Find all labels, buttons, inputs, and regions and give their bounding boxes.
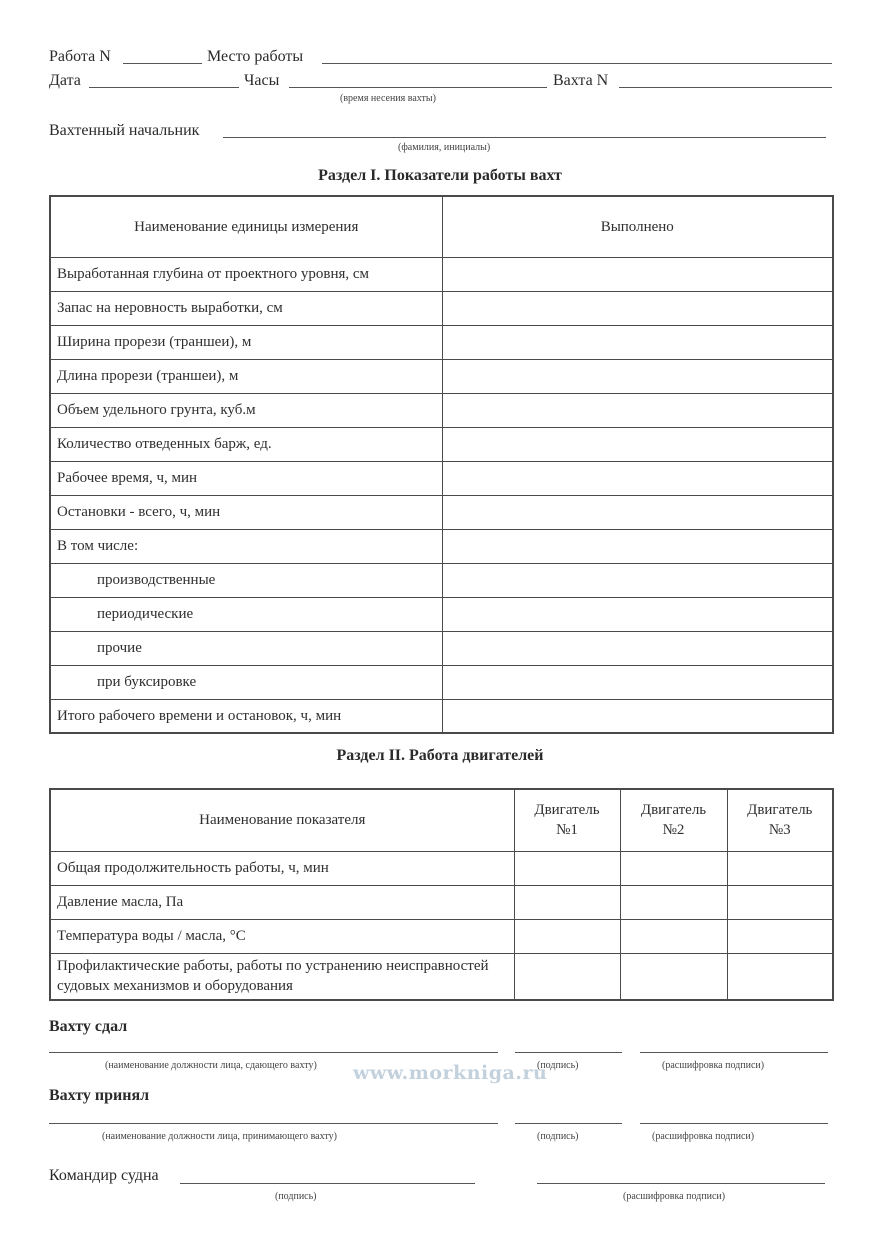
commander-signature-hint: (подпись): [275, 1191, 317, 1202]
gave-position-field[interactable]: [49, 1052, 498, 1053]
row-label: Длина прорези (траншеи), м: [50, 359, 442, 393]
row-label: производственные: [50, 563, 442, 597]
engine1-cell[interactable]: [514, 885, 620, 919]
row-value-cell[interactable]: [442, 257, 833, 291]
row-label: Запас на неровность выработки, см: [50, 291, 442, 325]
commander-label: Командир судна: [49, 1167, 159, 1184]
table-row: [50, 953, 833, 1000]
engine2-cell[interactable]: [620, 919, 727, 953]
received-position-hint: (наименование должности лица, принимающего вахту): [102, 1131, 337, 1142]
watch-gave-label: Вахту сдал: [49, 1018, 128, 1035]
section2-col-name: Наименование показателя: [50, 789, 514, 851]
gave-signature-decode-field[interactable]: [640, 1052, 828, 1053]
section2-col-engine3: [727, 789, 833, 851]
table-row: [50, 597, 833, 631]
section1-header-row: [50, 196, 833, 257]
row-label: Давление масла, Па: [50, 885, 514, 919]
table-row: [50, 919, 833, 953]
section1-table: [49, 195, 834, 734]
engine3-number: №3: [768, 822, 791, 839]
received-signature-field[interactable]: [515, 1123, 622, 1124]
table-row: [50, 631, 833, 665]
row-label: Количество отведенных барж, ед.: [50, 427, 442, 461]
engine2-cell[interactable]: [620, 885, 727, 919]
row-label: при буксировке: [50, 665, 442, 699]
table-row: [50, 529, 833, 563]
engine1-cell[interactable]: [514, 919, 620, 953]
engine2-cell[interactable]: [620, 953, 727, 1000]
received-signature-decode-hint: (расшифровка подписи): [652, 1131, 755, 1142]
workplace-field[interactable]: [322, 63, 832, 64]
engine2-label: Двигатель: [640, 802, 707, 819]
section2-col-engine1: [514, 789, 620, 851]
section2-header-row: [50, 789, 833, 851]
table-row: [50, 563, 833, 597]
hours-field[interactable]: [289, 87, 547, 88]
engine3-cell[interactable]: [727, 885, 833, 919]
engine3-cell[interactable]: [727, 953, 833, 1000]
watch-no-field[interactable]: [619, 87, 832, 88]
received-signature-decode-field[interactable]: [640, 1123, 828, 1124]
commander-signature-field[interactable]: [180, 1183, 475, 1184]
row-value-cell[interactable]: [442, 427, 833, 461]
row-label: Объем удельного грунта, куб.м: [50, 393, 442, 427]
date-label: Дата: [49, 72, 81, 89]
table-row: [50, 325, 833, 359]
work-no-label: Работа N: [49, 48, 111, 65]
engine3-cell[interactable]: [727, 919, 833, 953]
workplace-label: Место работы: [207, 48, 304, 65]
watch-chief-field[interactable]: [223, 137, 826, 138]
row-label: Температура воды / масла, °С: [50, 919, 514, 953]
row-label: Остановки - всего, ч, мин: [50, 495, 442, 529]
row-value-cell[interactable]: [442, 359, 833, 393]
row-label: Ширина прорези (траншеи), м: [50, 325, 442, 359]
work-no-field[interactable]: [123, 63, 202, 64]
row-value-cell[interactable]: [442, 325, 833, 359]
engine1-cell[interactable]: [514, 851, 620, 885]
engine2-cell[interactable]: [620, 851, 727, 885]
gave-signature-field[interactable]: [515, 1052, 622, 1053]
row-label: Общая продолжительность работы, ч, мин: [50, 851, 514, 885]
row-label: прочие: [50, 631, 442, 665]
section1-title: Раздел I. Показатели работы вахт: [318, 167, 562, 184]
section1-col-done: Выполнено: [442, 196, 833, 257]
engine1-cell[interactable]: [514, 953, 620, 1000]
section2-table: [49, 788, 834, 1001]
row-value-cell[interactable]: [442, 699, 833, 733]
row-label: Выработанная глубина от проектного уровня, см: [50, 257, 442, 291]
row-value-cell[interactable]: [442, 393, 833, 427]
row-value-cell[interactable]: [442, 631, 833, 665]
watermark: www.morkniga.ru: [353, 1062, 548, 1084]
row-value-cell[interactable]: [442, 495, 833, 529]
table-row: [50, 461, 833, 495]
row-label: Итого рабочего времени и остановок, ч, мин: [50, 699, 442, 733]
gave-signature-decode-hint: (расшифровка подписи): [662, 1060, 765, 1071]
engine3-cell[interactable]: [727, 851, 833, 885]
table-row: [50, 495, 833, 529]
date-field[interactable]: [89, 87, 239, 88]
row-label: Рабочее время, ч, мин: [50, 461, 442, 495]
section2-title: Раздел II. Работа двигателей: [336, 747, 544, 764]
watch-no-label: Вахта N: [553, 72, 609, 89]
row-value-cell[interactable]: [442, 563, 833, 597]
row-label: Профилактические работы, работы по устранению неисправностей судовых механизмов и оборудования: [50, 953, 514, 1000]
row-value-cell[interactable]: [442, 291, 833, 325]
table-row: [50, 427, 833, 461]
received-signature-hint: (подпись): [537, 1131, 579, 1142]
gave-signature-hint: (подпись): [537, 1060, 579, 1071]
watch-received-label: Вахту принял: [49, 1087, 150, 1104]
table-row: [50, 699, 833, 733]
hours-label: Часы: [244, 72, 280, 89]
section2-col-engine2: [620, 789, 727, 851]
table-row: [50, 885, 833, 919]
row-value-cell[interactable]: [442, 665, 833, 699]
engine3-label: Двигатель: [747, 802, 813, 819]
table-row: [50, 665, 833, 699]
engine2-number: №2: [662, 822, 685, 839]
table-row: [50, 851, 833, 885]
row-label: В том числе:: [50, 529, 442, 563]
row-value-cell[interactable]: [442, 529, 833, 563]
received-position-field[interactable]: [49, 1123, 498, 1124]
gave-position-hint: (наименование должности лица, сдающего вахту): [105, 1060, 317, 1071]
row-label: периодические: [50, 597, 442, 631]
table-row: [50, 393, 833, 427]
commander-signature-decode-hint: (расшифровка подписи): [623, 1191, 726, 1202]
table-row: [50, 257, 833, 291]
commander-signature-decode-field[interactable]: [537, 1183, 825, 1184]
engine1-number: №1: [556, 822, 578, 839]
engine1-label: Двигатель: [534, 802, 600, 819]
watch-chief-hint: (фамилия, инициалы): [398, 142, 491, 153]
row-value-cell[interactable]: [442, 597, 833, 631]
table-row: [50, 291, 833, 325]
watch-chief-label: Вахтенный начальник: [49, 122, 200, 139]
table-row: [50, 359, 833, 393]
section1-col-name: Наименование единицы измерения: [50, 196, 442, 257]
row-value-cell[interactable]: [442, 461, 833, 495]
hours-hint: (время несения вахты): [340, 93, 436, 104]
